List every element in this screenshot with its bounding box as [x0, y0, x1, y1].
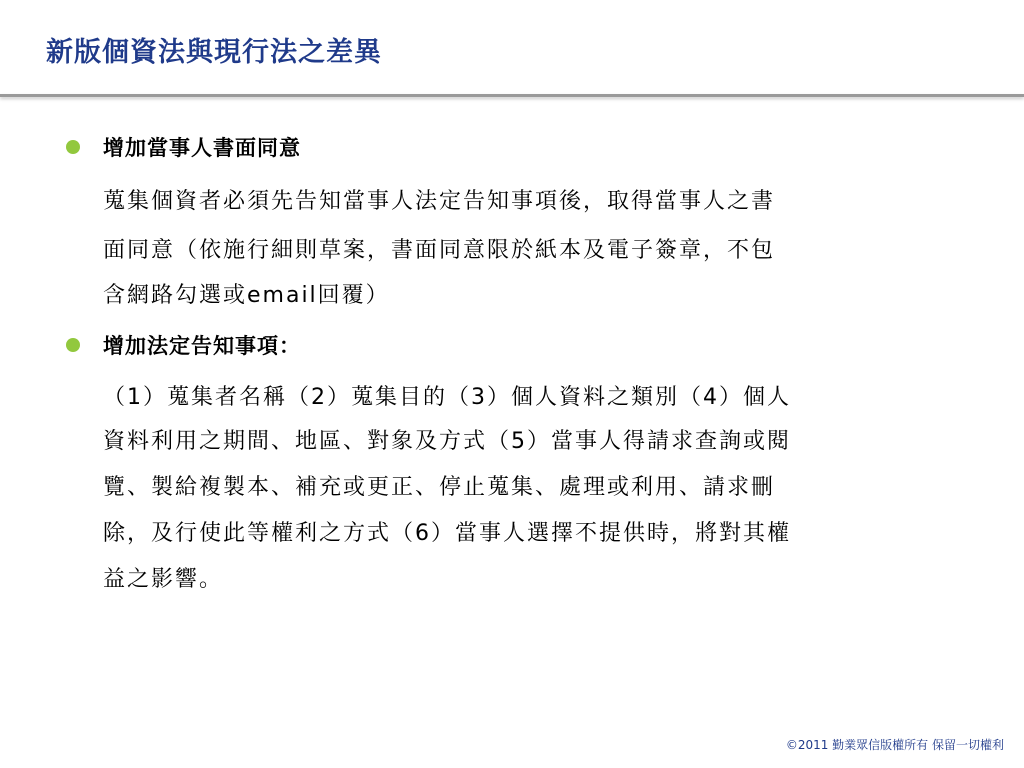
body-text-line: 益之影響。: [103, 567, 224, 592]
body-text-line: 除，及行使此等權利之方式（6）當事人選擇不提供時，將對其權: [103, 521, 791, 546]
section-heading: 增加當事人書面同意: [103, 136, 301, 160]
bullet-icon: [66, 140, 80, 154]
slide-title: 新版個資法與現行法之差異: [46, 37, 382, 68]
body-text-line: 覽、製給複製本、補充或更正、停止蒐集、處理或利用、請求刪: [103, 475, 776, 500]
body-text-line: （1）蒐集者名稱（2）蒐集目的（3）個人資料之類別（4）個人: [103, 385, 791, 410]
title-divider: [0, 94, 1024, 97]
title-bar: [0, 0, 1024, 96]
body-text-line: 蒐集個資者必須先告知當事人法定告知事項後，取得當事人之書: [103, 189, 776, 214]
copyright-footer: ©2011 勤業眾信版權所有 保留一切權利: [785, 738, 1004, 752]
body-text-line: 面同意（依施行細則草案，書面同意限於紙本及電子簽章，不包: [103, 238, 776, 263]
body-text-line: 資料利用之期間、地區、對象及方式（5）當事人得請求查詢或閱: [103, 429, 791, 454]
section-heading: 增加法定告知事項：: [103, 334, 301, 358]
bullet-icon: [66, 338, 80, 352]
body-text-line: 含網路勾選或email回覆）: [103, 283, 390, 308]
